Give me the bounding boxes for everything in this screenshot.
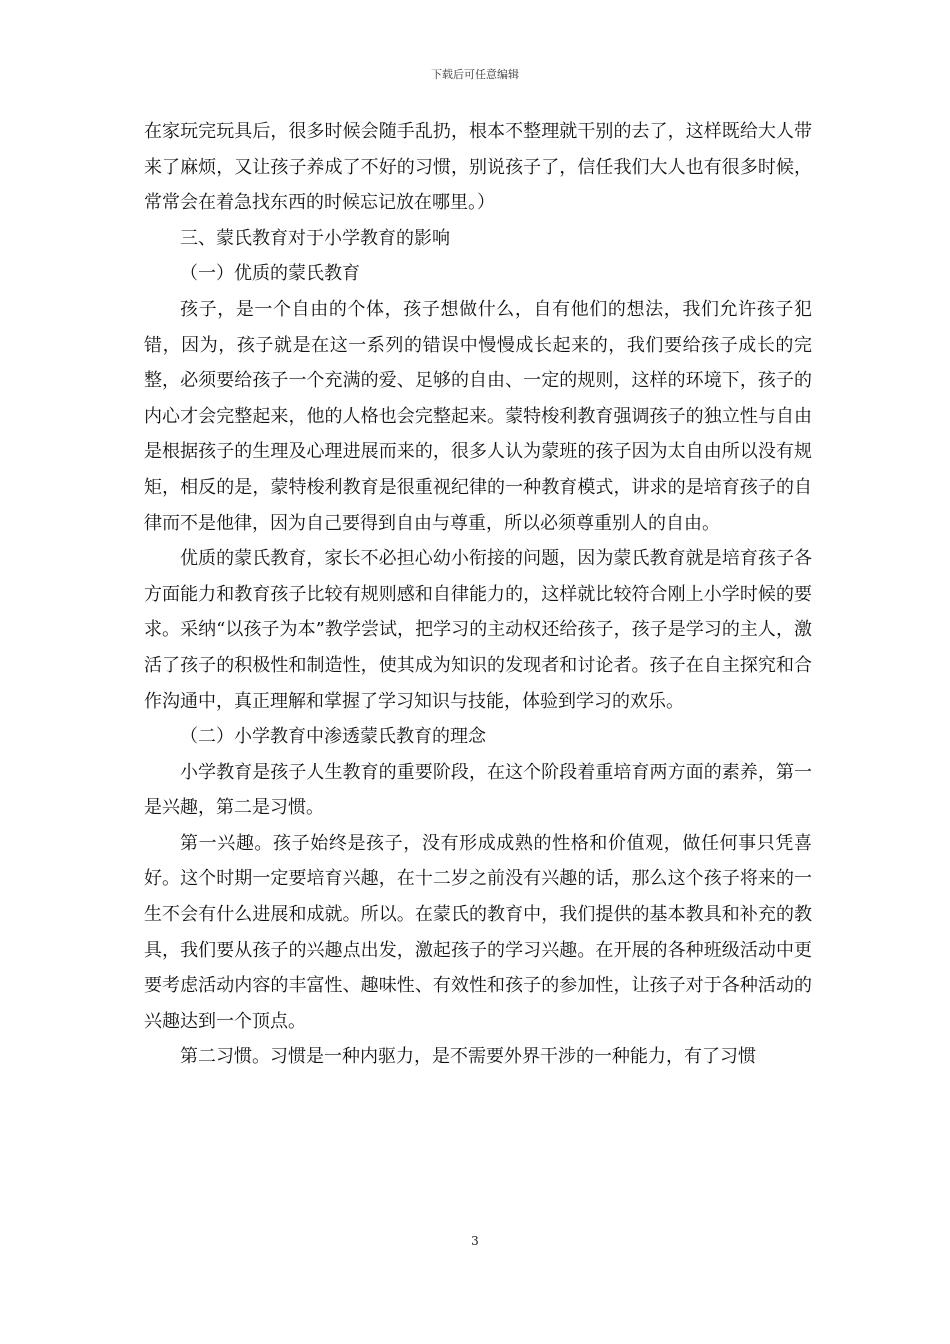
subsection-heading-2: （二）小学教育中渗透蒙氏教育的理念 [180,726,486,748]
paragraph-freedom: 孩子，是一个自由的个体，孩子想做什么，自有他们的想法，我们允许孩子犯错，因为，孩子就是在这一系列的错误中慢慢成长起来的，我们要给孩子成长的完整，必须要给孩子一个充满的爱、足够的自由、一定的规则，这样的环境下，孩子的内心才会完整起来，他的人格也会完整起来。蒙特梭利教育强调孩子的独立性与自由是根据孩子的生理及心理进展而来的，很多人认为蒙班的孩子因为太自由所以没有规矩，相反的是，蒙特梭利教育是很重视纪律的一种教育模式，讲求的是培育孩子的自律而不是他律，因为自己要得到自由与尊重，所以必须尊重别人的自由。 [144,298,812,534]
subsection-heading-1: （一）优质的蒙氏教育 [180,263,360,285]
paragraph-continuation: 在家玩完玩具后，很多时候会随手乱扔，根本不整理就干别的去了，这样既给大人带来了麻烦，又让孩子养成了不好的习惯，别说孩子了，信任我们大人也有很多时候，常常会在着急找东西的时候忘记放在哪里。） [144,121,812,214]
paragraph-interest: 第一兴趣。孩子始终是孩子，没有形成成熟的性格和价值观，做任何事只凭喜好。这个时期一定要培育兴趣，在十二岁之前没有兴趣的话，那么这个孩子将来的一生不会有什么进展和成就。所以。在蒙氏的教育中，我们提供的基本教具和补充的教具，我们要从孩子的兴趣点出发，激起孩子的学习兴趣。在开展的各种班级活动中更要考虑活动内容的丰富性、趣味性、有效性和孩子的参加性，让孩子对于各种活动的兴趣达到一个顶点。 [144,832,812,1032]
paragraph-habit: 第二习惯。习惯是一种内驱力，是不需要外界干涉的一种能力，有了习惯 [180,1046,756,1068]
section-heading-3: 三、蒙氏教育对于小学教育的影响 [180,227,450,249]
page-number: 3 [471,1234,479,1248]
page-header: 下载后可任意编辑 [431,68,519,81]
paragraph-quality-education: 优质的蒙氏教育，家长不必担心幼小衔接的问题，因为蒙氏教育就是培育孩子各方面能力和教育孩子比较有规则感和自律能力的，这样就比较符合刚上小学时候的要求。采纳“以孩子为本”教学尝试，把学习的主动权还给孩子，孩子是学习的主人，激活了孩子的积极性和制造性，使其成为知识的发现者和讨论者。孩子在自主探究和合作沟通中，真正理解和掌握了学习知识与技能，体验到学习的欢乐。 [144,548,812,712]
paragraph-primary-education: 小学教育是孩子人生教育的重要阶段，在这个阶段着重培育两方面的素养，第一是兴趣，第二是习惯。 [144,761,812,819]
document-body [144,114,812,1075]
